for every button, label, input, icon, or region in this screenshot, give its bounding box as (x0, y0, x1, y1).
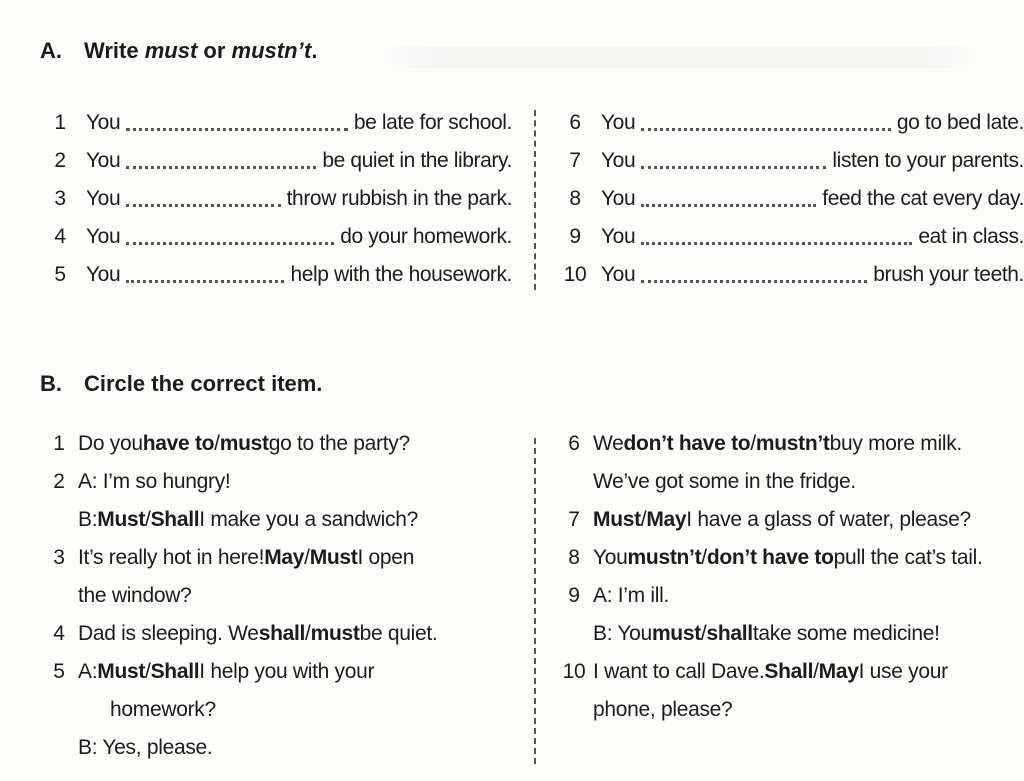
exercise-a-item: 3 You throw rubbish in the park. (40, 184, 512, 214)
exercise-b-line: 9 A: I’m ill. (568, 584, 670, 607)
choice-option[interactable]: Shall (150, 508, 200, 531)
exercise-b-line: 5 A: Must / Shall I help you with your (53, 660, 375, 683)
answer-blank[interactable] (641, 260, 867, 290)
choice-option[interactable]: must (651, 622, 701, 645)
exercise-b-line: the window? (78, 584, 192, 607)
exercise-b-line: 7 Must / May I have a glass of water, please? (568, 508, 971, 531)
exercise-a-item: 2 You be quiet in the library. (40, 146, 512, 176)
choice-option[interactable]: don’t have to (706, 546, 834, 569)
answer-blank[interactable] (126, 222, 334, 252)
answer-blank[interactable] (126, 184, 280, 214)
exercise-b-line: phone, please? (593, 698, 733, 721)
answer-blank[interactable] (126, 108, 348, 138)
exercise-a-item: 1 You be late for school. (40, 108, 512, 138)
choice-option[interactable]: don’t have to (623, 432, 751, 455)
exercise-b-line: 3 It’s really hot in here! May / Must I open (53, 546, 415, 569)
choice-option[interactable]: Must (593, 508, 641, 531)
choice-option[interactable]: Shall (150, 660, 200, 683)
exercise-b-line: B: Yes, please. (78, 736, 213, 759)
exercise-b-line: 6 We don’t have to / mustn’t buy more milk. (568, 432, 962, 455)
exercise-b-line: 10 I want to call Dave. Shall / May I use your (562, 660, 948, 683)
choice-option[interactable]: Must (309, 546, 358, 569)
choice-option[interactable]: have to (142, 432, 215, 455)
section-a-heading: A. Write must or mustn’t. (40, 38, 318, 63)
choice-option[interactable]: May (264, 546, 305, 569)
choice-option[interactable]: mustn’t (755, 432, 830, 455)
choice-option[interactable]: May (646, 508, 687, 531)
section-b-letter: B. (40, 371, 62, 396)
answer-blank[interactable] (126, 146, 316, 176)
exercise-b-line: B: Must / Shall I make you a sandwich? (78, 508, 418, 531)
column-divider-a (534, 110, 536, 290)
exercise-a-item: 9 You eat in class. (555, 222, 1024, 252)
answer-blank[interactable] (641, 222, 912, 252)
choice-option[interactable]: shall (258, 622, 306, 645)
choice-option[interactable]: Must (97, 660, 146, 683)
exercise-b-line: 2 A: I’m so hungry! (53, 470, 231, 493)
exercise-b-line: 4 Dad is sleeping. We shall / must be quiet. (53, 622, 438, 645)
answer-blank[interactable] (641, 184, 816, 214)
exercise-a-item: 4 You do your homework. (40, 222, 512, 252)
exercise-b-line: homework? (110, 698, 216, 721)
section-a-letter: A. (40, 38, 62, 63)
exercise-b-line: We’ve got some in the fridge. (593, 470, 856, 493)
choice-option[interactable]: shall (706, 622, 753, 645)
exercise-a-item: 7 You listen to your parents. (555, 146, 1024, 176)
bleed-through-text (380, 46, 980, 68)
section-b-heading: B. Circle the correct item. (40, 371, 323, 396)
exercise-a-item: 8 You feed the cat every day. (555, 184, 1024, 214)
exercise-b-line: 8 You mustn’t / don’t have to pull the cat’s tail. (568, 546, 983, 569)
exercise-b-line: 1 Do you have to / must go to the party? (53, 432, 410, 455)
answer-blank[interactable] (126, 260, 284, 290)
exercise-b-line: B: You must / shall take some medicine! (593, 622, 940, 645)
column-divider-b (534, 438, 536, 764)
exercise-a-item: 10 You brush your teeth. (555, 260, 1024, 290)
choice-option[interactable]: must (310, 622, 360, 645)
choice-option[interactable]: must (219, 432, 269, 455)
answer-blank[interactable] (641, 108, 891, 138)
exercise-a-item: 6 You go to bed late. (555, 108, 1024, 138)
answer-blank[interactable] (641, 146, 826, 176)
choice-option[interactable]: May (818, 660, 859, 683)
exercise-a-item: 5 You help with the housework. (40, 260, 512, 290)
choice-option[interactable]: Shall (764, 660, 814, 683)
choice-option[interactable]: mustn’t (627, 546, 702, 569)
choice-option[interactable]: Must (97, 508, 146, 531)
